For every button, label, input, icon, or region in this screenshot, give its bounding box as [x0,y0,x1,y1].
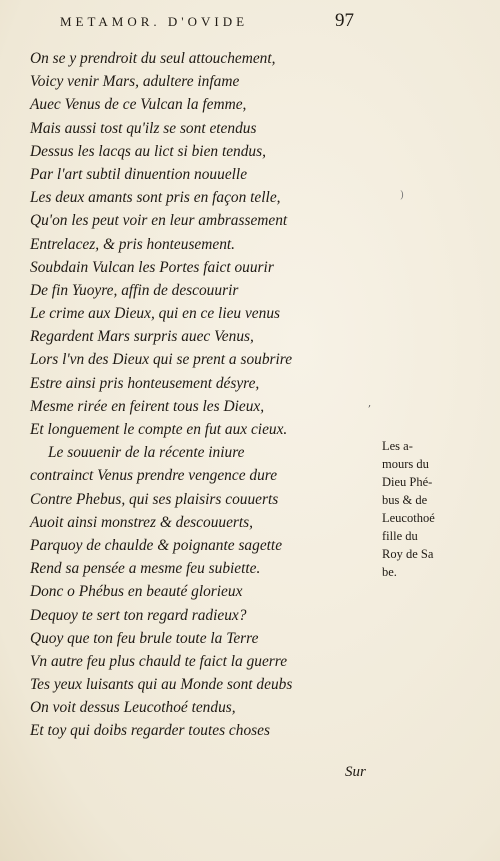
verse-line: Entrelacez, & pris honteusement. [30,235,236,253]
margin-note-line: Les a- [382,439,413,453]
verse-line: Auec Venus de ce Vulcan la femme, [30,96,247,114]
margin-note-line: Roy de Sa [382,547,434,561]
verse-line: Lors l'vn des Dieux qui se prent a soubrire [30,351,293,369]
verse-line: On voit dessus Leucothoé tendus, [30,699,236,717]
verse-line: Mesme rirée en feirent tous les Dieux, [30,397,265,415]
margin-note-line: fille du [382,529,418,543]
verse-line: Mais aussi tost qu'ilz se sont etendus [30,119,257,137]
verse-line: De fin Yuoyre, affin de descouurir [30,281,239,299]
verse-line: Dequoy te sert ton regard radieux? [30,606,247,624]
verse-line: Voicy venir Mars, adultere infame [30,73,240,91]
margin-note-line: Leucothoé [382,511,435,525]
ink-mark: , [368,398,372,409]
margin-note-line: mours du [382,457,429,471]
verse-block [30,47,360,743]
margin-note [382,437,462,581]
verse-line: Quoy que ton feu brule toute la Terre [30,629,259,647]
margin-note-line: bus & de [382,493,428,507]
verse-line: Par l'art subtil dinuention nouuelle [30,165,248,183]
verse-line: Qu'on les peut voir en leur ambrassement [30,212,288,230]
verse-line: Rend sa pensée a mesme feu subiette. [30,560,261,578]
verse-line: Estre ainsi pris honteusement désyre, [30,374,260,392]
running-title: METAMOR. D'OVIDE [60,14,249,29]
verse-line: Tes yeux luisants qui au Monde sont deubs [30,676,293,694]
verse-line: Les deux amants sont pris en façon telle, [30,189,281,207]
margin-note-line: be. [382,565,397,579]
verse-line: Le souuenir de la récente iniure [48,444,245,462]
verse-line: Vn autre feu plus chauld te faict la guerre [30,652,288,670]
verse-line: Donc o Phébus en beauté glorieux [30,583,243,601]
verse-line: Et toy qui doibs regarder toutes choses [30,722,270,740]
page-number: 97 [335,10,354,31]
verse-line: Soubdain Vulcan les Portes faict ouurir [30,258,274,276]
verse-line: Le crime aux Dieux, qui en ce lieu venus [30,305,281,323]
catchword: Sur [345,764,366,780]
verse-line: Contre Phebus, qui ses plaisirs couuerts [30,490,279,508]
verse-line: On se y prendroit du seul attouchement, [30,50,276,67]
margin-note-line: Dieu Phé- [382,475,433,489]
verse-line: contrainct Venus prendre vengence dure [30,467,278,485]
verse-line: Auoit ainsi monstrez & descouuerts, [30,513,254,531]
verse-line: Dessus les lacqs au lict si bien tendus, [30,142,266,160]
verse-line: Et longuement le compte en fut aux cieux. [30,421,288,438]
verse-line: Parquoy de chaulde & poignante sagette [30,536,283,554]
verse-line: Regardent Mars surpris auec Venus, [30,328,254,346]
ink-mark: ) [400,190,404,201]
